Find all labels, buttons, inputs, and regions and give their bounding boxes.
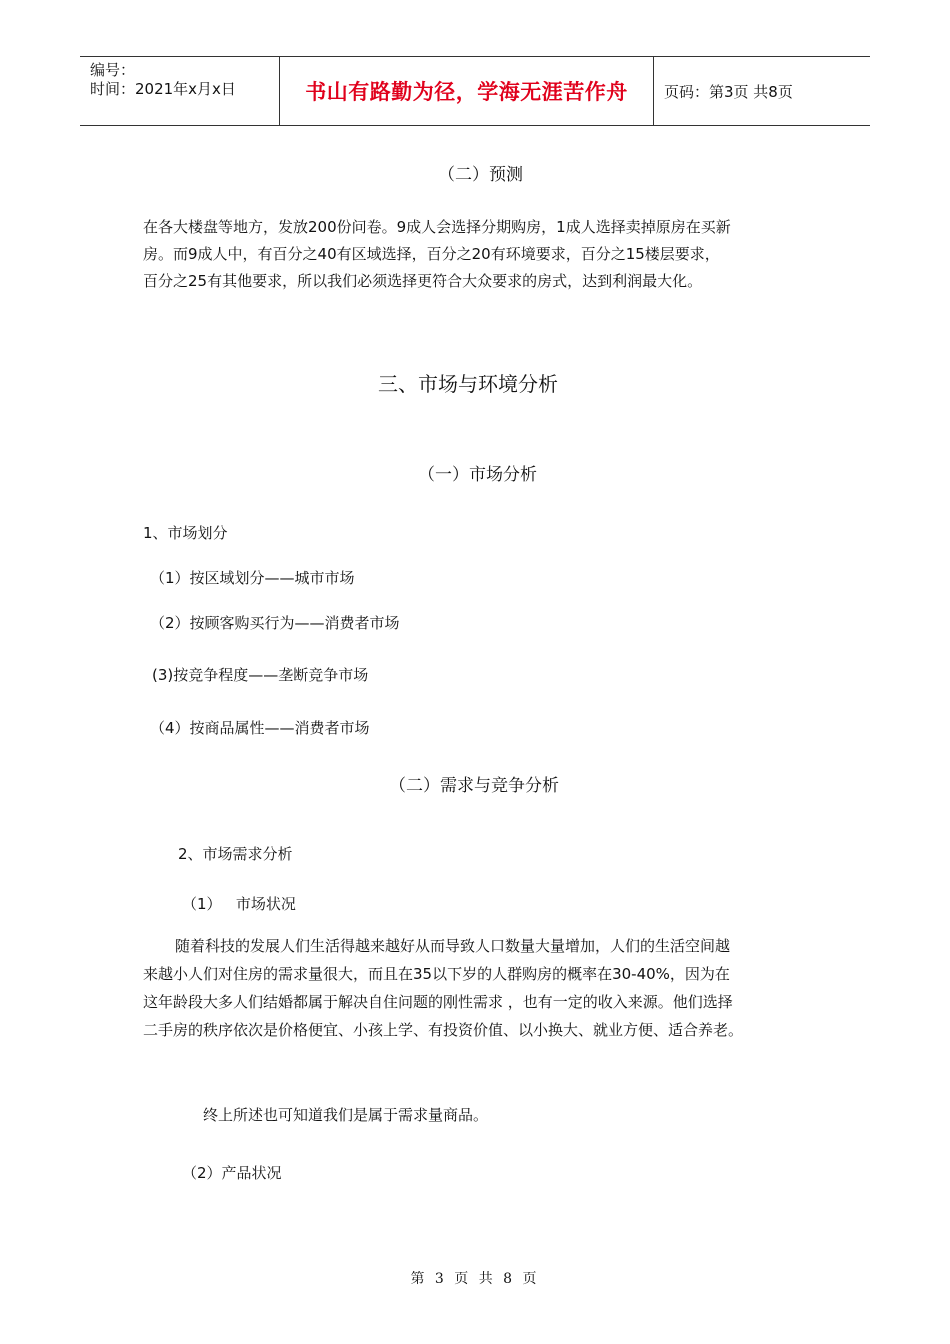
market-status-line: 来越小人们对住房的需求量很大，而且在35以下岁的人群购房的概率在30-40%，因为在 bbox=[143, 965, 730, 983]
market-analysis-title: （一）市场分析 bbox=[418, 465, 537, 485]
market-status-paragraph bbox=[143, 932, 833, 1044]
forecast-paragraph bbox=[143, 214, 823, 295]
market-status-line: 二手房的秩序依次是价格便宜、小孩上学、有投资价值、以小换大、就业方便、适合养老。 bbox=[143, 1021, 744, 1039]
division-item: （1）按区域划分——城市市场 bbox=[150, 569, 355, 587]
page-header bbox=[80, 56, 870, 126]
market-status-line: 随着科技的发展人们生活得越来越好从而导致人口数量大量增加，人们的生活空间越 bbox=[175, 937, 731, 955]
forecast-title: （二）预测 bbox=[438, 165, 523, 185]
division-item: （2）按顾客购买行为——消费者市场 bbox=[150, 614, 400, 632]
division-item: (3)按竞争程度——垄断竞争市场 bbox=[152, 666, 369, 684]
forecast-line: 房。而9成人中，有百分之40有区域选择，百分之20有环境要求，百分之15楼层要求， bbox=[143, 245, 720, 263]
header-page-info: 页码：第3页 共8页 bbox=[664, 82, 793, 101]
market-status-title: （1） 市场状况 bbox=[182, 895, 296, 913]
demand-title: （二）需求与竞争分析 bbox=[389, 776, 559, 796]
forecast-line: 在各大楼盘等地方，发放200份问卷。9成人会选择分期购房，1成人选择卖掉原房在买新 bbox=[143, 218, 731, 236]
header-motto: 书山有路勤为径，学海无涯苦作舟 bbox=[280, 57, 654, 125]
market-status-line: 这年龄段大多人们结婚都属于解决自住问题的刚性需求 ，也有一定的收入来源。他们选择 bbox=[143, 993, 733, 1011]
time-label: 时间：2021年x月x日 bbox=[90, 80, 236, 98]
division-item: （4）按商品属性——消费者市场 bbox=[150, 719, 370, 737]
page-footer: 第 3 页 共 8 页 bbox=[410, 1271, 540, 1287]
forecast-line: 百分之25有其他要求，所以我们必须选择更符合大众要求的房式，达到利润最大化。 bbox=[143, 272, 703, 290]
chapter-title: 三、市场与环境分析 bbox=[378, 372, 558, 396]
product-status-title: （2）产品状况 bbox=[182, 1164, 282, 1182]
number-label: 编号： bbox=[90, 61, 136, 79]
header-meta bbox=[80, 57, 280, 125]
demand-analysis-title: 2、市场需求分析 bbox=[178, 845, 293, 863]
conclusion-text: 终上所述也可知道我们是属于需求量商品。 bbox=[203, 1106, 489, 1124]
market-division-title: 1、市场划分 bbox=[143, 524, 228, 542]
